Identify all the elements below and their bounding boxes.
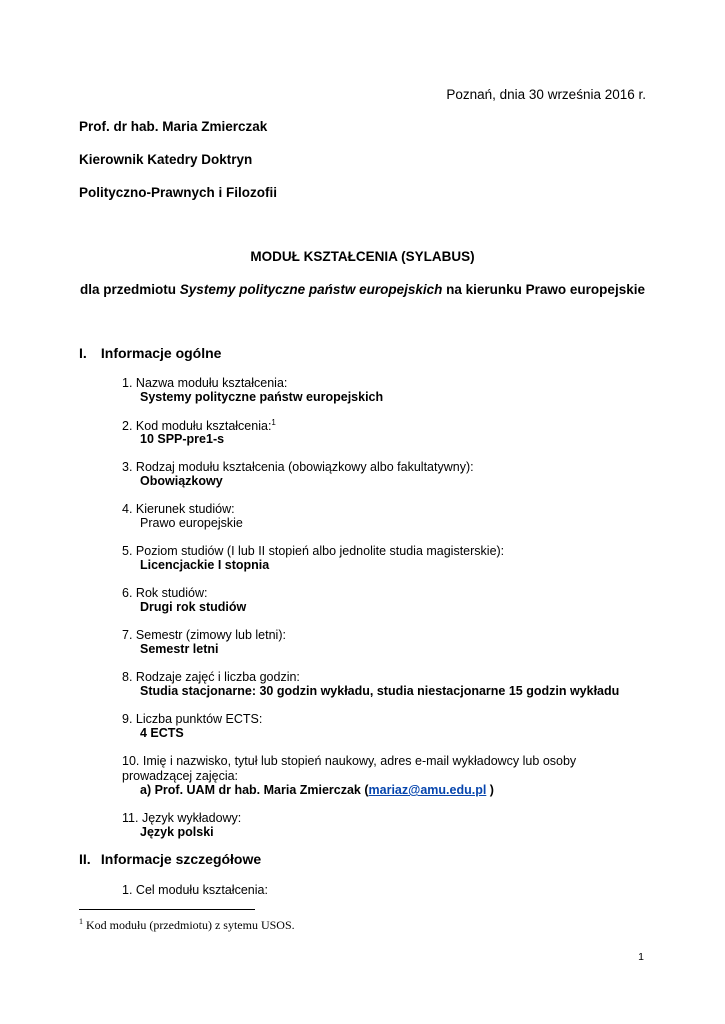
lecturer-email-link[interactable]: mariaz@amu.edu.pl: [368, 783, 487, 797]
list-item-label: 9. Liczba punktów ECTS:: [122, 712, 263, 726]
list-item-label: 8. Rodzaje zajęć i liczba godzin:: [122, 670, 300, 684]
list-item-label: 7. Semestr (zimowy lub letni):: [122, 628, 286, 642]
list-item-value: Drugi rok studiów: [140, 600, 247, 614]
list-item-label: 10. Imię i nazwisko, tytuł lub stopień naukowy, adres e-mail wykładowcy lub osoby prowadzącej zajęcia:: [122, 754, 577, 783]
list-item-label: 6. Rok studiów:: [122, 586, 208, 600]
section-title: Informacje ogólne: [100, 345, 222, 361]
section-heading-general: [79, 345, 221, 361]
list-item-value: Semestr letni: [140, 642, 219, 656]
list-item-label: 1. Cel modułu kształcenia:: [122, 883, 268, 897]
section-number: II.: [79, 851, 91, 867]
page-number: 1: [638, 951, 644, 963]
list-item-label: 1. Nazwa modułu kształcenia:: [122, 376, 288, 390]
list-item-value: 4 ECTS: [140, 726, 184, 740]
list-item-label: 3. Rodzaj modułu kształcenia (obowiązkowy albo fakultatywny):: [122, 460, 474, 474]
subtitle-suffix: na kierunku Prawo europejskie: [442, 282, 645, 297]
subject-name: Systemy polityczne państw europejskich: [179, 282, 443, 297]
author-position-line1: Kierownik Katedry Doktryn: [79, 152, 253, 167]
section-title: Informacje szczegółowe: [100, 851, 262, 867]
list-item-value: Licencjackie I stopnia: [140, 558, 270, 572]
lecturer-value: a) Prof. UAM dr hab. Maria Zmierczak (mariaz@amu.edu.pl ): [140, 783, 494, 797]
document-date: Poznań, dnia 30 września 2016 r.: [446, 87, 646, 102]
list-item-value: Obowiązkowy: [140, 474, 223, 488]
list-item-label: 4. Kierunek studiów:: [122, 502, 235, 516]
footnote-separator: [79, 909, 255, 910]
author-position-line2: Polityczno-Prawnych i Filozofii: [79, 185, 278, 200]
list-item-label: 2. Kod modułu kształcenia:$^1$: [122, 418, 276, 434]
footnote: [79, 917, 295, 933]
list-item-label: 5. Poziom studiów (I lub II stopień albo jednolite studia magisterskie):: [122, 544, 505, 558]
footnote-text: Kod modułu (przedmiotu) z sytemu USOS.: [83, 918, 295, 932]
list-item-label: 11. Język wykładowy:: [122, 811, 242, 825]
list-item-value: Studia stacjonarne: 30 godzin wykładu, studia niestacjonarne 15 godzin wykładu: [140, 684, 620, 698]
section-number: I.: [79, 345, 87, 361]
section-heading-detailed: [79, 851, 261, 867]
document-title: MODUŁ KSZTAŁCENIA (SYLABUS): [250, 249, 475, 264]
list-item-value: 10 SPP-pre1-s: [140, 432, 225, 446]
list-item-value: Język polski: [140, 825, 214, 839]
footnote-number: 1: [79, 917, 83, 926]
document-subtitle: [0, 282, 725, 297]
author-name: Prof. dr hab. Maria Zmierczak: [79, 119, 268, 134]
list-item-value: Systemy polityczne państw europejskich: [140, 390, 384, 404]
subtitle-prefix: dla przedmiotu: [80, 282, 180, 297]
list-item-value: Prawo europejskie: [140, 516, 243, 530]
footnote-ref: 1: [271, 418, 276, 427]
